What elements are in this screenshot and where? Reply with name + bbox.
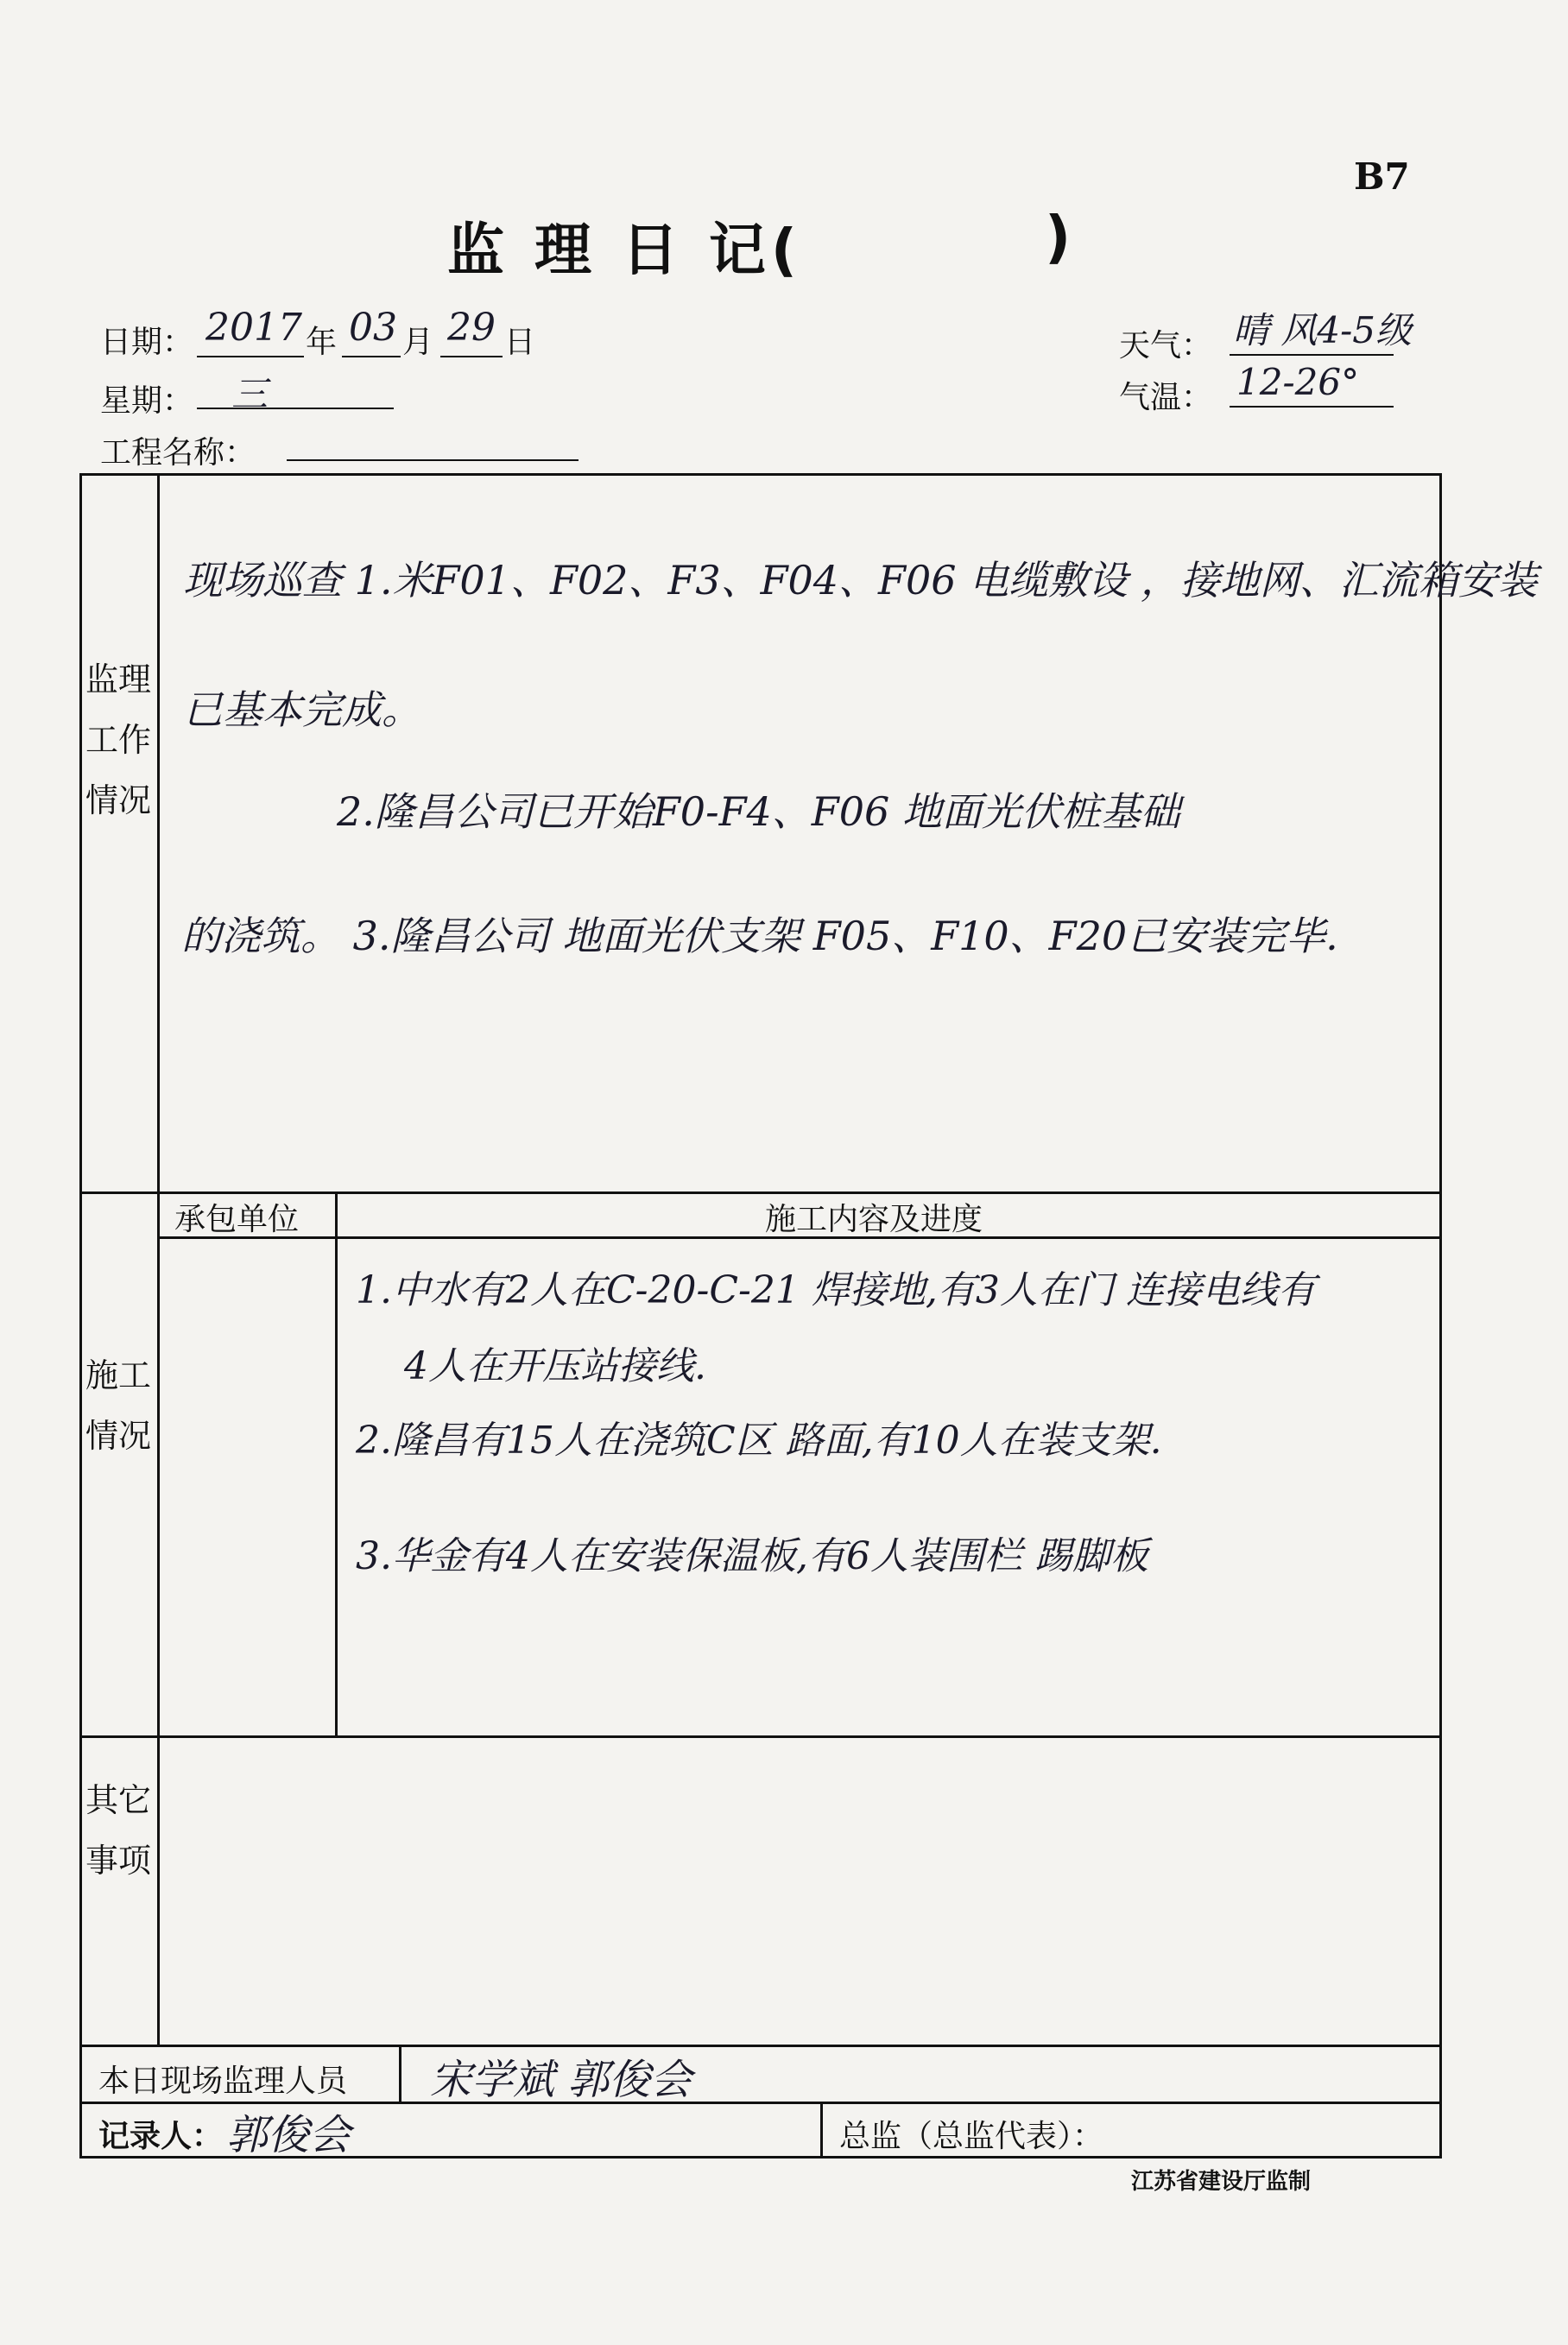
day-underline (440, 356, 503, 357)
date-label: 日期： (100, 325, 194, 360)
year-unit: 年 (306, 325, 338, 360)
date-day: 29 (447, 306, 496, 350)
weather-value: 晴 风4-5级 (1233, 309, 1412, 351)
date-month: 03 (349, 306, 397, 350)
supervision-line-1: 现场巡查 1.米F01、F02、F3、F04、F06 电缆敷设 ，接地网、汇流箱安装 (183, 557, 1538, 604)
recorder-label: 记录人： (98, 2119, 224, 2154)
weekday-underline (197, 408, 394, 409)
construction-line-3: 2.隆昌有15人在浇筑C区 路面,有10人在装支架. (356, 1419, 1162, 1463)
month-unit: 月 (402, 325, 434, 360)
other-bottom-line (81, 2045, 1440, 2047)
staff-label-divider (399, 2045, 401, 2102)
project-label: 工程名称： (100, 435, 256, 471)
label-column-divider (157, 475, 160, 2045)
content-column-header: 施工内容及进度 (765, 1202, 983, 1237)
supervision-line-2: 已基本完成。 (183, 686, 421, 733)
staff-names: 宋学斌 郭俊会 (430, 2056, 692, 2104)
contractor-column-divider (335, 1191, 338, 1735)
construction-bottom-line (81, 1735, 1440, 1738)
page-title: 监 理 日 记( (447, 217, 803, 283)
chief-label: 总监（总监代表）： (839, 2119, 1104, 2154)
construction-line-4: 3.华金有4人在安装保温板,有6人装围栏 踢脚板 (356, 1534, 1148, 1578)
weather-label: 天气： (1119, 328, 1213, 363)
date-year: 2017 (205, 306, 302, 350)
year-underline (197, 356, 304, 357)
supervision-label: 监理工作情况 (85, 661, 151, 819)
construction-line-2: 4人在开压站接线. (404, 1344, 706, 1388)
issuer-note: 江苏省建设厅监制 (1131, 2169, 1312, 2195)
month-underline (342, 356, 401, 357)
weather-underline (1230, 354, 1394, 356)
supervision-line-4: 的浇筑。 3.隆昌公司 地面光伏支架 F05、F10、F20已安装完毕. (181, 913, 1338, 959)
page-title-close: ) (1045, 204, 1072, 270)
supervision-line-3: 2.隆昌公司已开始F0-F4、F06 地面光伏桩基础 (337, 788, 1180, 835)
staff-label: 本日现场监理人员 (98, 2064, 348, 2099)
construction-label: 施工情况 (85, 1356, 151, 1455)
temp-value: 12-26° (1236, 361, 1360, 403)
form-code: B7 (1354, 155, 1410, 198)
project-underline (287, 459, 579, 461)
other-label: 其它事项 (85, 1781, 151, 1880)
weekday-label: 星期： (100, 383, 194, 419)
day-unit: 日 (504, 325, 536, 360)
recorder-name: 郭俊会 (226, 2111, 351, 2159)
chief-divider (820, 2102, 823, 2157)
contractor-column-header: 承包单位 (174, 1202, 300, 1237)
weekday-value: 三 (231, 373, 269, 415)
supervision-bottom-line (81, 1191, 1440, 1194)
temp-underline (1230, 406, 1394, 408)
construction-line-1: 1.中水有2人在C-20-C-21 焊接地,有3人在门 连接电线有 (356, 1268, 1316, 1312)
temp-label: 气温： (1119, 380, 1213, 415)
